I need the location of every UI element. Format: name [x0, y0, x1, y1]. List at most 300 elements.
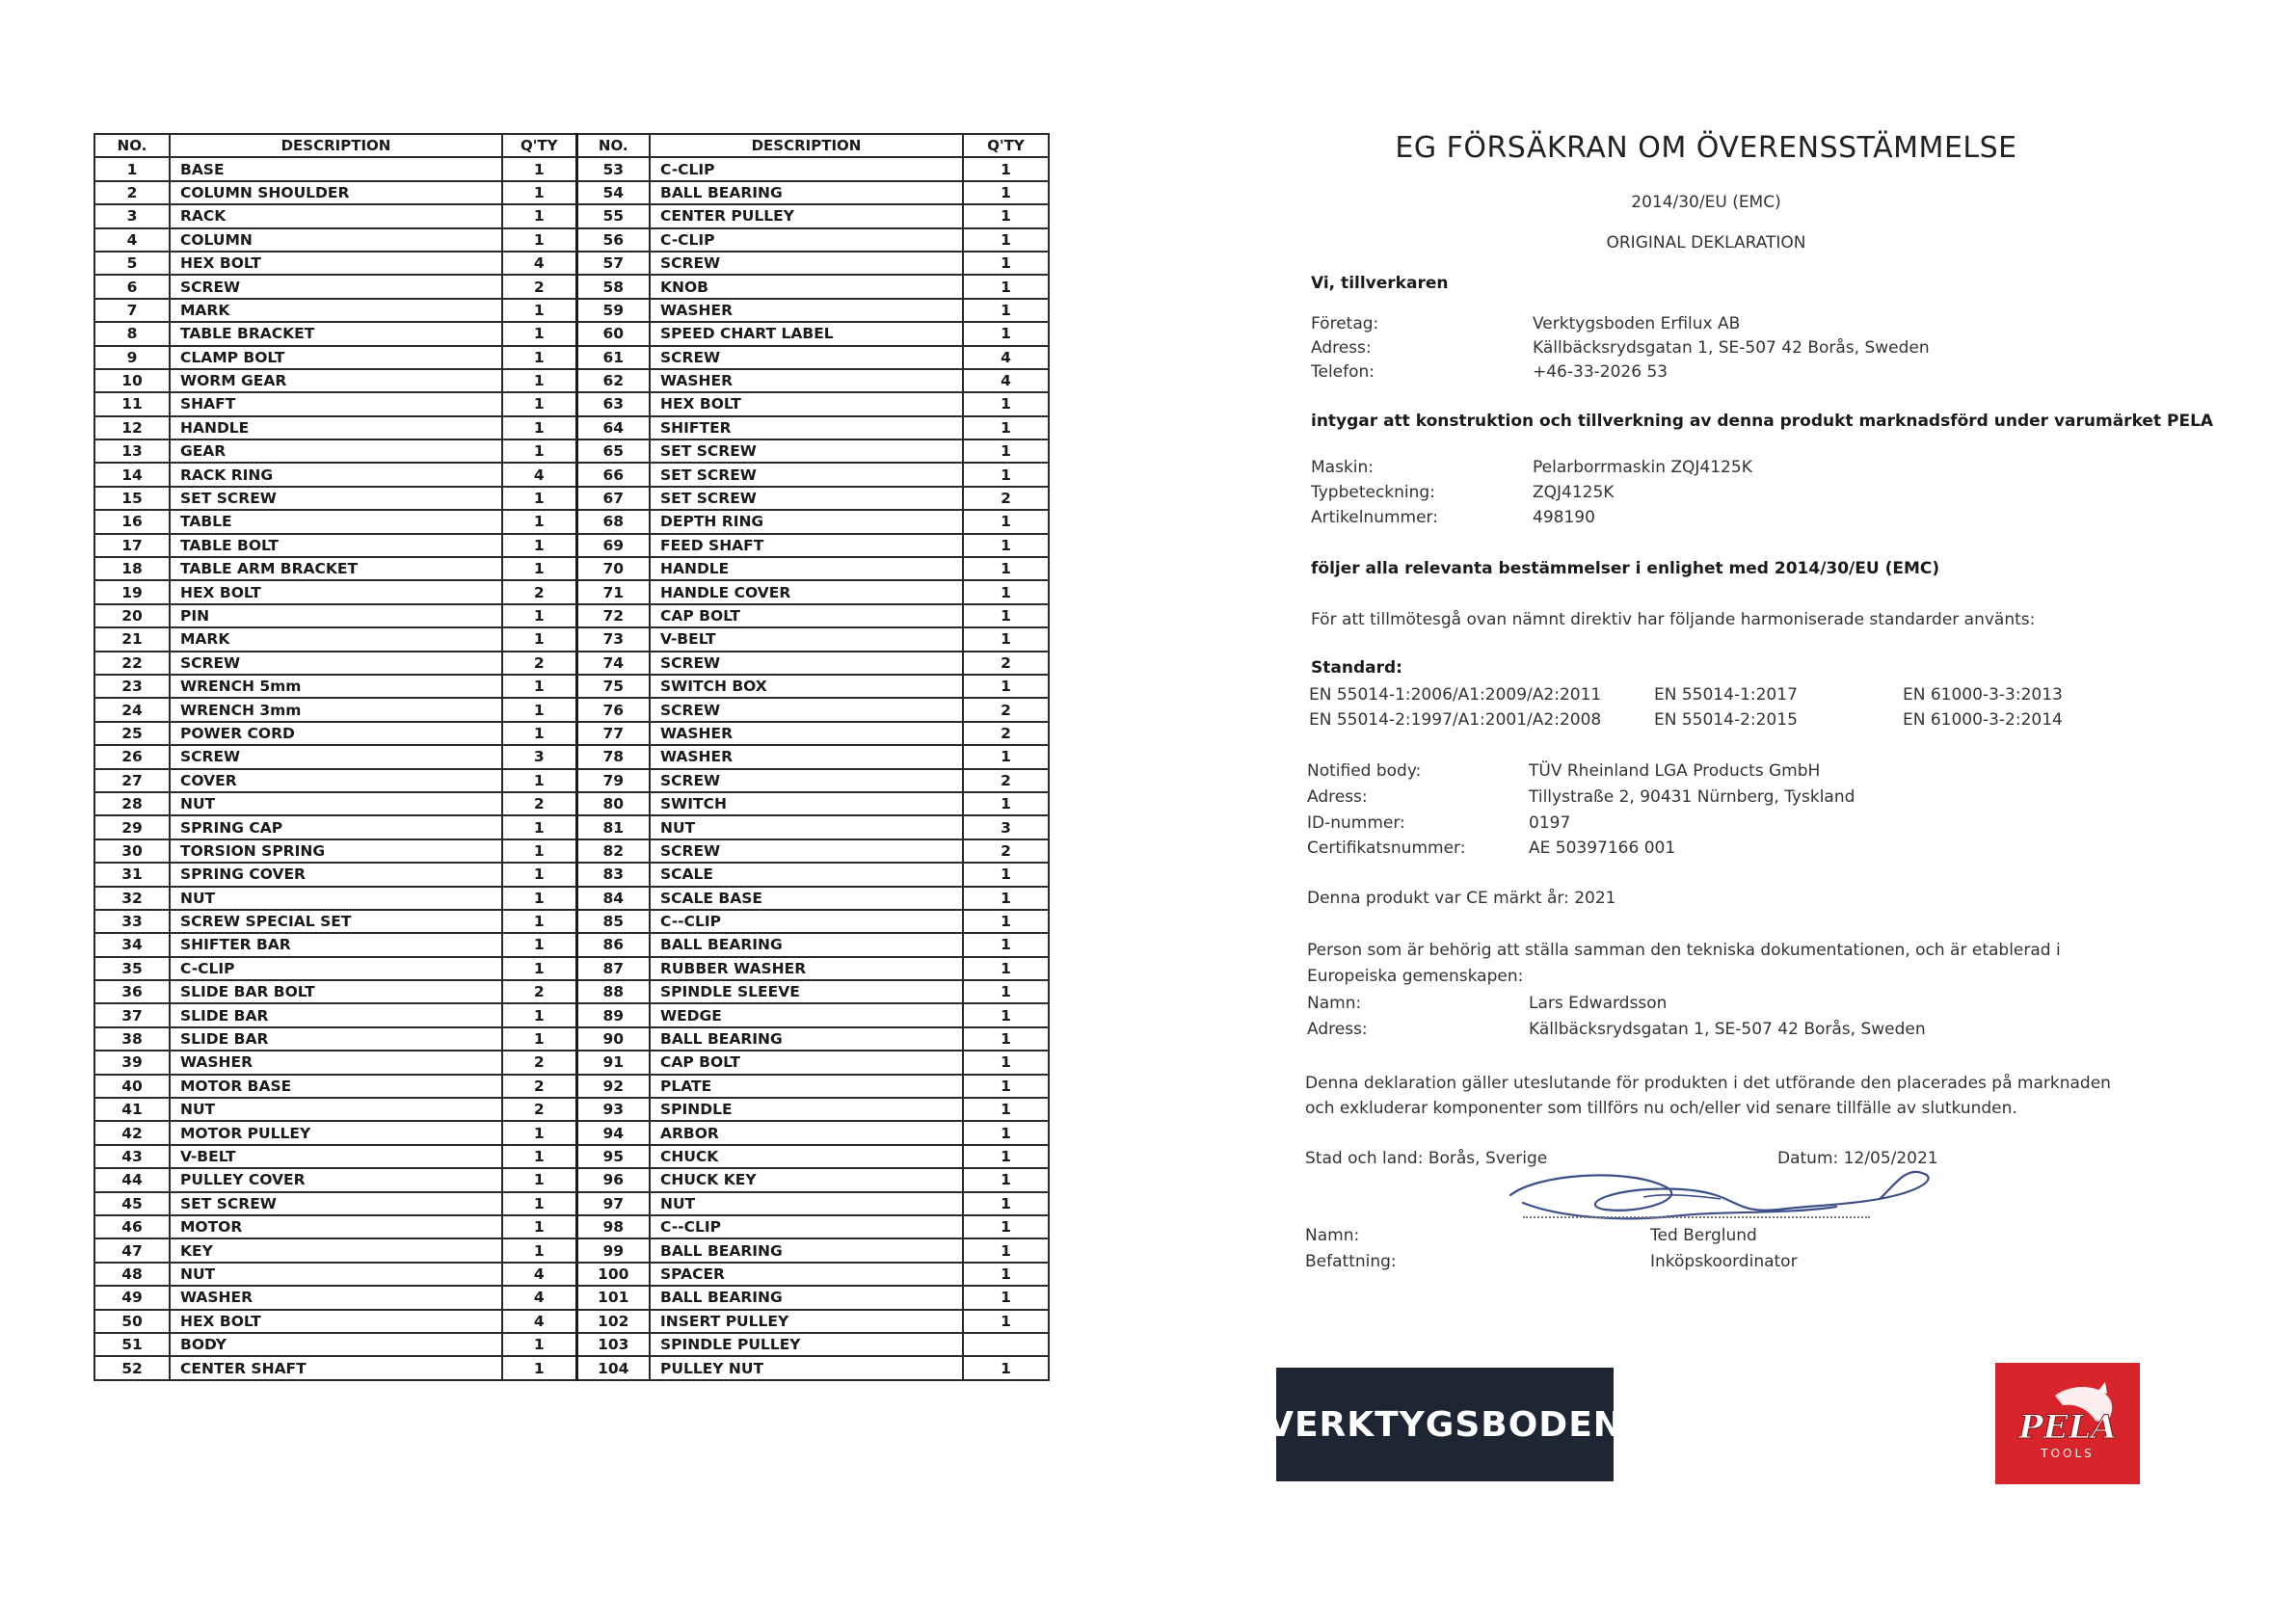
address-value: Källbäcksrydsgatan 1, SE-507 42 Borås, Sweden — [1533, 338, 1930, 358]
part-description: MARK — [170, 627, 502, 651]
part-description: SCREW — [650, 346, 963, 369]
standard-item: EN 61000-3-2:2014 — [1903, 710, 2063, 730]
part-number: 98 — [576, 1215, 650, 1238]
date: Datum: 12/05/2021 — [1777, 1149, 1938, 1168]
part-description: FEED SHAFT — [650, 534, 963, 557]
table-row — [94, 839, 1049, 863]
table-row — [94, 1027, 1049, 1051]
part-description: COLUMN — [170, 228, 502, 252]
part-description: SPEED CHART LABEL — [650, 322, 963, 345]
part-number: 77 — [576, 722, 650, 745]
part-number: 75 — [576, 675, 650, 698]
part-qty: 1 — [502, 933, 576, 956]
part-number: 46 — [94, 1215, 170, 1238]
table-row — [94, 652, 1049, 675]
part-number: 6 — [94, 275, 170, 298]
place: Stad och land: Borås, Sverige — [1305, 1149, 1548, 1168]
part-description: SPACER — [650, 1263, 963, 1286]
part-qty: 1 — [502, 1356, 576, 1379]
part-qty: 1 — [963, 1121, 1049, 1144]
part-description: SCREW — [650, 698, 963, 721]
table-row — [94, 1263, 1049, 1286]
part-description: SCREW — [650, 769, 963, 792]
part-number: 90 — [576, 1027, 650, 1051]
standard-item: EN 55014-2:2015 — [1654, 710, 1798, 730]
part-qty: 1 — [963, 745, 1049, 768]
part-description: COVER — [170, 769, 502, 792]
part-number: 102 — [576, 1310, 650, 1333]
parts-table-body — [94, 157, 1049, 1379]
part-qty: 1 — [963, 887, 1049, 910]
part-number: 34 — [94, 933, 170, 956]
part-qty: 2 — [502, 1075, 576, 1098]
part-qty: 1 — [963, 463, 1049, 486]
part-qty: 1 — [963, 322, 1049, 345]
notified-body-value: TÜV Rheinland LGA Products GmbH — [1529, 761, 1821, 781]
part-qty: 1 — [502, 769, 576, 792]
part-qty: 1 — [502, 346, 576, 369]
table-row — [94, 1238, 1049, 1262]
part-number: 38 — [94, 1027, 170, 1051]
signature-line — [1523, 1216, 1870, 1218]
part-description: BASE — [170, 157, 502, 180]
table-row — [94, 181, 1049, 204]
part-qty: 4 — [502, 1286, 576, 1309]
part-qty: 1 — [502, 1238, 576, 1262]
part-description: WEDGE — [650, 1003, 963, 1026]
part-description: TABLE BOLT — [170, 534, 502, 557]
declaration-title: EG FÖRSÄKRAN OM ÖVERENSSTÄMMELSE — [1395, 131, 2017, 165]
pela-logo — [1995, 1363, 2140, 1484]
part-qty: 2 — [963, 698, 1049, 721]
standards-heading: Standard: — [1311, 658, 1402, 678]
part-qty: 3 — [963, 815, 1049, 839]
part-number: 19 — [94, 580, 170, 603]
article-label: Artikelnummer: — [1311, 508, 1438, 527]
part-qty: 1 — [963, 1075, 1049, 1098]
part-qty: 4 — [502, 1263, 576, 1286]
part-qty: 1 — [502, 557, 576, 580]
part-description: WASHER — [170, 1051, 502, 1074]
part-qty: 1 — [502, 228, 576, 252]
table-row — [94, 275, 1049, 298]
part-qty: 1 — [963, 1215, 1049, 1238]
part-number: 2 — [94, 181, 170, 204]
part-number: 32 — [94, 887, 170, 910]
col-header-qty: Q'TY — [502, 134, 576, 157]
part-description: NUT — [170, 887, 502, 910]
part-qty: 1 — [963, 1003, 1049, 1026]
part-number: 93 — [576, 1098, 650, 1121]
signer-name-value: Ted Berglund — [1650, 1226, 1757, 1245]
part-number: 10 — [94, 369, 170, 392]
part-qty: 2 — [502, 580, 576, 603]
table-row — [94, 1215, 1049, 1238]
part-number: 40 — [94, 1075, 170, 1098]
table-row — [94, 887, 1049, 910]
part-qty: 1 — [502, 1121, 576, 1144]
part-number: 103 — [576, 1333, 650, 1356]
part-qty: 1 — [963, 1238, 1049, 1262]
table-row — [94, 157, 1049, 180]
part-qty: 1 — [502, 1003, 576, 1026]
part-number: 65 — [576, 439, 650, 463]
table-row — [94, 580, 1049, 603]
part-number: 86 — [576, 933, 650, 956]
part-number: 23 — [94, 675, 170, 698]
part-qty: 1 — [963, 1310, 1049, 1333]
part-number: 63 — [576, 392, 650, 415]
part-qty — [963, 1333, 1049, 1356]
part-description: HANDLE — [170, 416, 502, 439]
part-qty: 1 — [963, 299, 1049, 322]
address-label: Adress: — [1311, 338, 1372, 358]
part-number: 96 — [576, 1168, 650, 1191]
part-number: 91 — [576, 1051, 650, 1074]
part-description: CAP BOLT — [650, 1051, 963, 1074]
part-description: SHAFT — [170, 392, 502, 415]
part-number: 94 — [576, 1121, 650, 1144]
part-qty: 1 — [502, 675, 576, 698]
part-number: 35 — [94, 957, 170, 980]
person-name-label: Namn: — [1307, 994, 1362, 1013]
pela-logo-text: PELA — [2018, 1408, 2117, 1447]
table-row — [94, 604, 1049, 627]
part-description: WASHER — [170, 1286, 502, 1309]
part-description: SCREW — [170, 745, 502, 768]
part-description: NUT — [650, 1192, 963, 1215]
part-qty: 1 — [963, 792, 1049, 815]
part-description: SPRING CAP — [170, 815, 502, 839]
table-row — [94, 722, 1049, 745]
part-qty: 1 — [502, 299, 576, 322]
part-description: INSERT PULLEY — [650, 1310, 963, 1333]
verktygsboden-logo — [1267, 1368, 1623, 1481]
part-qty: 1 — [502, 392, 576, 415]
part-number: 11 — [94, 392, 170, 415]
part-number: 44 — [94, 1168, 170, 1191]
part-number: 37 — [94, 1003, 170, 1026]
table-row — [94, 1333, 1049, 1356]
part-description: NUT — [170, 792, 502, 815]
table-row — [94, 1121, 1049, 1144]
table-row — [94, 299, 1049, 322]
part-description: NUT — [650, 815, 963, 839]
part-description: C--CLIP — [650, 1215, 963, 1238]
part-description: PIN — [170, 604, 502, 627]
part-description: SLIDE BAR — [170, 1003, 502, 1026]
part-description: C-CLIP — [650, 157, 963, 180]
declaration-original: ORIGINAL DEKLARATION — [1606, 233, 1806, 253]
standard-item: EN 55014-1:2006/A1:2009/A2:2011 — [1309, 685, 1602, 705]
table-row — [94, 1356, 1049, 1379]
part-description: CLAMP BOLT — [170, 346, 502, 369]
part-description: V-BELT — [650, 627, 963, 651]
part-description: C-CLIP — [650, 228, 963, 252]
part-qty: 1 — [502, 627, 576, 651]
part-description: SCREW — [170, 652, 502, 675]
part-description: SET SCREW — [650, 439, 963, 463]
table-row — [94, 1003, 1049, 1026]
part-number: 20 — [94, 604, 170, 627]
part-description: CENTER SHAFT — [170, 1356, 502, 1379]
part-qty: 1 — [502, 722, 576, 745]
table-row — [94, 463, 1049, 486]
part-number: 70 — [576, 557, 650, 580]
part-description: GEAR — [170, 439, 502, 463]
part-qty: 2 — [963, 722, 1049, 745]
part-description: NUT — [170, 1263, 502, 1286]
part-qty: 2 — [963, 769, 1049, 792]
part-description: TABLE — [170, 510, 502, 533]
part-description: SET SCREW — [650, 487, 963, 510]
part-qty: 1 — [502, 1027, 576, 1051]
part-qty: 2 — [963, 487, 1049, 510]
part-number: 24 — [94, 698, 170, 721]
part-qty: 1 — [963, 510, 1049, 533]
part-qty: 1 — [963, 416, 1049, 439]
part-description: BALL BEARING — [650, 1286, 963, 1309]
part-description: WASHER — [650, 299, 963, 322]
part-description: BALL BEARING — [650, 1238, 963, 1262]
part-qty: 2 — [502, 980, 576, 1003]
part-qty: 1 — [963, 1356, 1049, 1379]
part-description: PULLEY COVER — [170, 1168, 502, 1191]
part-number: 95 — [576, 1145, 650, 1168]
table-row — [94, 534, 1049, 557]
part-number: 72 — [576, 604, 650, 627]
part-qty: 1 — [963, 1286, 1049, 1309]
table-row — [94, 933, 1049, 956]
part-qty: 2 — [502, 1098, 576, 1121]
part-qty: 1 — [502, 1168, 576, 1191]
table-row — [94, 980, 1049, 1003]
part-qty: 1 — [963, 439, 1049, 463]
standard-item: EN 61000-3-3:2013 — [1903, 685, 2063, 705]
part-qty: 1 — [963, 604, 1049, 627]
part-number: 25 — [94, 722, 170, 745]
part-qty: 1 — [502, 1333, 576, 1356]
part-number: 48 — [94, 1263, 170, 1286]
part-number: 12 — [94, 416, 170, 439]
part-description: HANDLE — [650, 557, 963, 580]
parts-table — [93, 133, 1050, 1381]
part-qty: 1 — [502, 534, 576, 557]
part-qty: 1 — [963, 980, 1049, 1003]
part-description: SPINDLE SLEEVE — [650, 980, 963, 1003]
part-number: 8 — [94, 322, 170, 345]
part-description: SLIDE BAR BOLT — [170, 980, 502, 1003]
part-number: 42 — [94, 1121, 170, 1144]
table-row — [94, 1192, 1049, 1215]
part-qty: 1 — [502, 181, 576, 204]
part-number: 31 — [94, 863, 170, 886]
part-number: 16 — [94, 510, 170, 533]
part-number: 73 — [576, 627, 650, 651]
table-row — [94, 1075, 1049, 1098]
id-label: ID-nummer: — [1307, 813, 1405, 833]
part-qty: 1 — [963, 1051, 1049, 1074]
part-description: POWER CORD — [170, 722, 502, 745]
part-qty: 1 — [502, 204, 576, 227]
part-number: 33 — [94, 910, 170, 933]
validity-line2: och exkluderar komponenter som tillförs nu och/eller vid senare tillfälle av slutkunden. — [1305, 1099, 2017, 1118]
part-number: 85 — [576, 910, 650, 933]
part-qty: 2 — [963, 839, 1049, 863]
part-qty: 1 — [963, 1192, 1049, 1215]
part-description: HEX BOLT — [650, 392, 963, 415]
certifies-statement: intygar att konstruktion och tillverkning av denna produkt marknadsförd under varumärket PELA — [1311, 412, 2214, 431]
part-qty: 4 — [502, 463, 576, 486]
part-description: CAP BOLT — [650, 604, 963, 627]
part-description: WRENCH 3mm — [170, 698, 502, 721]
part-qty: 1 — [502, 815, 576, 839]
part-number: 39 — [94, 1051, 170, 1074]
table-row — [94, 1310, 1049, 1333]
part-number: 7 — [94, 299, 170, 322]
part-description: SHIFTER BAR — [170, 933, 502, 956]
nb-address-value: Tillystraße 2, 90431 Nürnberg, Tyskland — [1529, 787, 1855, 807]
cert-value: AE 50397166 001 — [1529, 839, 1676, 858]
table-row — [94, 1098, 1049, 1121]
part-number: 104 — [576, 1356, 650, 1379]
part-description: RACK RING — [170, 463, 502, 486]
part-number: 26 — [94, 745, 170, 768]
part-number: 64 — [576, 416, 650, 439]
part-number: 74 — [576, 652, 650, 675]
company-label: Företag: — [1311, 314, 1379, 333]
part-qty: 2 — [502, 275, 576, 298]
part-number: 84 — [576, 887, 650, 910]
part-number: 62 — [576, 369, 650, 392]
part-number: 36 — [94, 980, 170, 1003]
col-header-description: DESCRIPTION — [170, 134, 502, 157]
part-qty: 1 — [502, 1215, 576, 1238]
signer-title-value: Inköpskoordinator — [1650, 1252, 1798, 1271]
part-qty: 1 — [963, 1027, 1049, 1051]
part-description: CENTER PULLEY — [650, 204, 963, 227]
part-number: 82 — [576, 839, 650, 863]
part-qty: 1 — [963, 1168, 1049, 1191]
part-qty: 1 — [502, 887, 576, 910]
part-number: 43 — [94, 1145, 170, 1168]
part-qty: 1 — [963, 933, 1049, 956]
part-number: 97 — [576, 1192, 650, 1215]
part-number: 69 — [576, 534, 650, 557]
part-number: 29 — [94, 815, 170, 839]
part-number: 66 — [576, 463, 650, 486]
part-description: TABLE BRACKET — [170, 322, 502, 345]
part-number: 87 — [576, 957, 650, 980]
verktygsboden-logo-text: VERKTYGSBODEN — [1267, 1404, 1623, 1445]
part-qty: 1 — [502, 1192, 576, 1215]
part-description: NUT — [170, 1098, 502, 1121]
part-number: 57 — [576, 252, 650, 275]
part-number: 78 — [576, 745, 650, 768]
standards-intro: För att tillmötesgå ovan nämnt direktiv har följande harmoniserade standarder använts: — [1311, 610, 2036, 629]
ce-year: Denna produkt var CE märkt år: 2021 — [1307, 889, 1616, 908]
part-qty: 4 — [502, 252, 576, 275]
table-row — [94, 1145, 1049, 1168]
part-number: 60 — [576, 322, 650, 345]
part-qty: 1 — [963, 275, 1049, 298]
part-qty: 2 — [963, 652, 1049, 675]
part-description: CHUCK — [650, 1145, 963, 1168]
part-qty: 1 — [963, 534, 1049, 557]
part-qty: 1 — [502, 957, 576, 980]
part-number: 17 — [94, 534, 170, 557]
part-description: SCALE BASE — [650, 887, 963, 910]
part-description: KNOB — [650, 275, 963, 298]
part-qty: 1 — [963, 157, 1049, 180]
part-description: HANDLE COVER — [650, 580, 963, 603]
part-number: 49 — [94, 1286, 170, 1309]
pela-logo-subtext: TOOLS — [2041, 1447, 2095, 1460]
part-description: SET SCREW — [650, 463, 963, 486]
part-qty: 1 — [963, 392, 1049, 415]
col-header-no-2: NO. — [576, 134, 650, 157]
part-description: V-BELT — [170, 1145, 502, 1168]
part-number: 99 — [576, 1238, 650, 1262]
part-description: SET SCREW — [170, 1192, 502, 1215]
part-qty: 2 — [502, 1051, 576, 1074]
part-number: 21 — [94, 627, 170, 651]
declaration-directive: 2014/30/EU (EMC) — [1631, 193, 1781, 212]
part-qty: 1 — [502, 698, 576, 721]
article-value: 498190 — [1533, 508, 1595, 527]
part-number: 15 — [94, 487, 170, 510]
part-number: 54 — [576, 181, 650, 204]
part-number: 52 — [94, 1356, 170, 1379]
part-qty: 1 — [963, 957, 1049, 980]
table-row — [94, 1286, 1049, 1309]
table-row — [94, 416, 1049, 439]
part-description: BODY — [170, 1333, 502, 1356]
part-description: SPRING COVER — [170, 863, 502, 886]
col-header-description-2: DESCRIPTION — [650, 134, 963, 157]
part-qty: 1 — [963, 181, 1049, 204]
part-description: DEPTH RING — [650, 510, 963, 533]
part-qty: 1 — [502, 487, 576, 510]
part-qty: 1 — [963, 204, 1049, 227]
part-number: 9 — [94, 346, 170, 369]
part-description: SLIDE BAR — [170, 1027, 502, 1051]
part-qty: 1 — [502, 863, 576, 886]
part-description: WASHER — [650, 745, 963, 768]
part-number: 68 — [576, 510, 650, 533]
table-row — [94, 698, 1049, 721]
part-qty: 1 — [963, 1263, 1049, 1286]
table-row — [94, 204, 1049, 227]
part-qty: 1 — [963, 252, 1049, 275]
validity-line1: Denna deklaration gäller uteslutande för produkten i det utförande den placerades på marknaden — [1305, 1074, 2111, 1093]
cert-label: Certifikatsnummer: — [1307, 839, 1466, 858]
part-number: 13 — [94, 439, 170, 463]
part-number: 1 — [94, 157, 170, 180]
part-description: SPINDLE — [650, 1098, 963, 1121]
standard-item: EN 55014-1:2017 — [1654, 685, 1798, 705]
part-qty: 1 — [963, 557, 1049, 580]
part-description: SCREW SPECIAL SET — [170, 910, 502, 933]
person-statement-line1: Person som är behörig att ställa samman den tekniska dokumentationen, och är etablerad i — [1307, 941, 2061, 960]
part-qty: 1 — [502, 416, 576, 439]
part-number: 3 — [94, 204, 170, 227]
part-number: 22 — [94, 652, 170, 675]
table-row — [94, 815, 1049, 839]
part-number: 30 — [94, 839, 170, 863]
part-qty: 1 — [963, 580, 1049, 603]
part-description: RACK — [170, 204, 502, 227]
